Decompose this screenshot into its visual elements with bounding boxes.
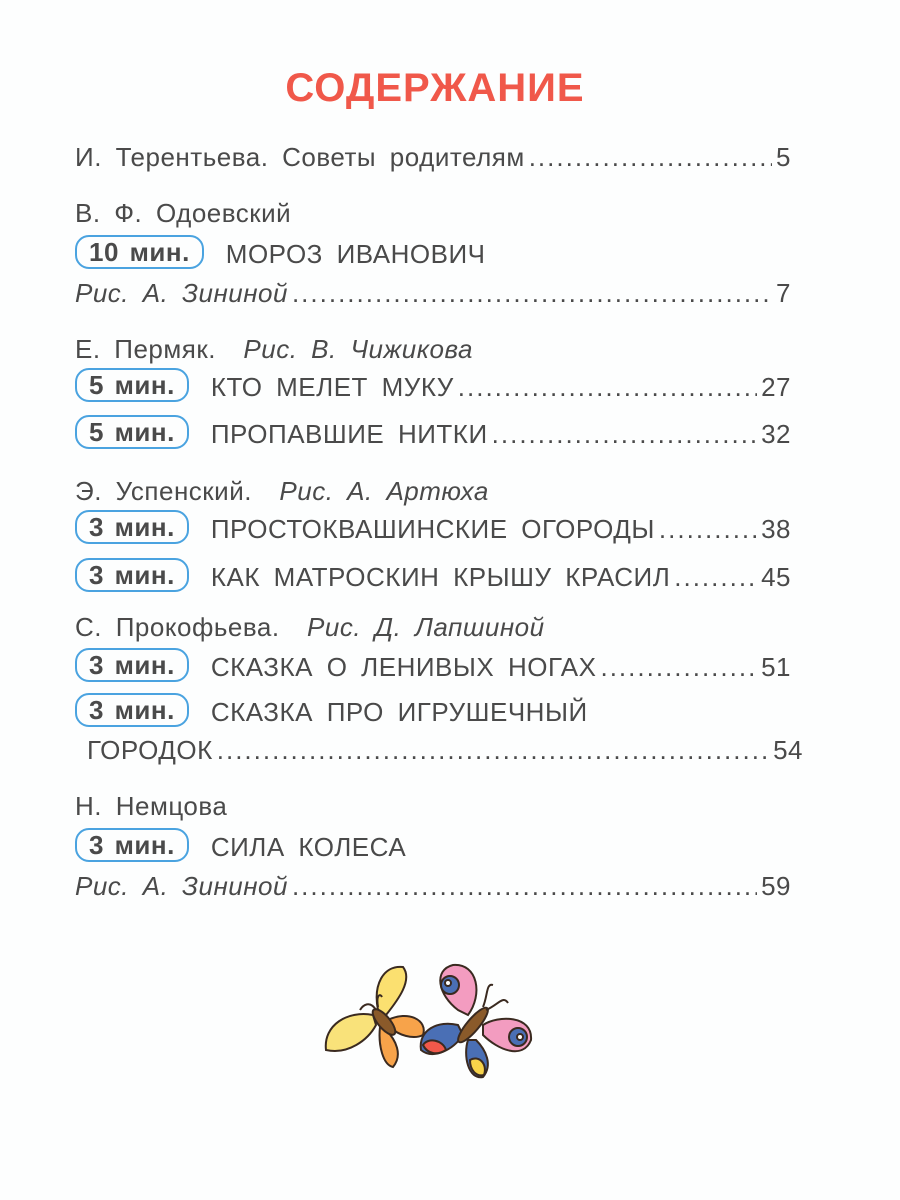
toc-entry[interactable] bbox=[75, 368, 791, 402]
entry-title: ПРОСТОКВАШИНСКИЕ ОГОРОДЫ bbox=[210, 514, 655, 544]
page-number: 7 bbox=[776, 278, 791, 308]
author-heading bbox=[75, 787, 791, 821]
reading-time-badge: 5 мин. bbox=[75, 415, 189, 449]
reading-time-badge: 5 мин. bbox=[75, 368, 189, 402]
author: В. Ф. Одоевский bbox=[75, 198, 292, 228]
illustrator: Рис. В. Чижикова bbox=[243, 334, 473, 364]
toc-entry-continuation[interactable] bbox=[75, 731, 803, 765]
toc-entry[interactable] bbox=[75, 415, 791, 449]
page-number: 32 bbox=[761, 419, 791, 449]
toc-entry[interactable] bbox=[75, 693, 791, 727]
reading-time-badge: 3 мин. bbox=[75, 648, 189, 682]
author: Э. Успенский. bbox=[75, 476, 252, 506]
author-heading bbox=[75, 472, 791, 506]
page-number: 59 bbox=[761, 871, 791, 901]
dot-leader bbox=[458, 372, 757, 402]
toc-entry[interactable] bbox=[75, 648, 791, 682]
reading-time-badge: 10 мин. bbox=[75, 235, 204, 269]
author-heading bbox=[75, 608, 791, 642]
reading-time-badge: 3 мин. bbox=[75, 693, 189, 727]
yellow-butterfly-icon bbox=[326, 967, 424, 1067]
entry-title: КАК МАТРОСКИН КРЫШУ КРАСИЛ bbox=[210, 562, 671, 592]
toc-entry[interactable] bbox=[75, 867, 791, 901]
reading-time-badge: 3 мин. bbox=[75, 510, 189, 544]
dot-leader bbox=[292, 278, 772, 308]
entry-title: СКАЗКА О ЛЕНИВЫХ НОГАХ bbox=[210, 652, 597, 682]
entry-title: СКАЗКА ПРО ИГРУШЕЧНЫЙ bbox=[210, 697, 588, 727]
illustrator: Рис. А. Зининой bbox=[75, 871, 288, 901]
entry-title: СИЛА КОЛЕСА bbox=[210, 832, 407, 862]
entry-title: МОРОЗ ИВАНОВИЧ bbox=[225, 239, 486, 269]
page-number: 5 bbox=[776, 142, 791, 172]
illustrator: Рис. Д. Лапшиной bbox=[307, 612, 545, 642]
pink-butterfly-icon bbox=[421, 965, 531, 1077]
illustrator: Рис. А. Артюха bbox=[279, 476, 489, 506]
toc-entry[interactable] bbox=[75, 510, 791, 544]
entry-title: ПРОПАВШИЕ НИТКИ bbox=[210, 419, 488, 449]
page-number: 27 bbox=[761, 372, 791, 402]
dot-leader bbox=[292, 871, 757, 901]
page-title: СОДЕРЖАНИЕ bbox=[285, 66, 585, 110]
illustrator: Рис. А. Зининой bbox=[75, 278, 288, 308]
toc-entry[interactable] bbox=[75, 138, 791, 172]
author: С. Прокофьева. bbox=[75, 612, 280, 642]
page-number: 54 bbox=[773, 735, 803, 765]
reading-time-badge: 3 мин. bbox=[75, 828, 189, 862]
toc-entry[interactable] bbox=[75, 558, 791, 592]
dot-leader bbox=[674, 562, 757, 592]
toc-entry[interactable] bbox=[75, 274, 791, 308]
butterflies-illustration bbox=[318, 955, 538, 1080]
author-heading bbox=[75, 330, 791, 364]
author: Е. Пермяк. bbox=[75, 334, 216, 364]
entry-title: И. Терентьева. Советы родителям bbox=[75, 142, 525, 172]
reading-time-badge: 3 мин. bbox=[75, 558, 189, 592]
entry-title: ГОРОДОК bbox=[87, 735, 213, 765]
dot-leader bbox=[492, 419, 757, 449]
page-number: 51 bbox=[761, 652, 791, 682]
page-number: 45 bbox=[761, 562, 791, 592]
page-number: 38 bbox=[761, 514, 791, 544]
author: Н. Немцова bbox=[75, 791, 228, 821]
toc-entry[interactable] bbox=[75, 828, 791, 862]
dot-leader bbox=[529, 142, 772, 172]
dot-leader bbox=[217, 735, 769, 765]
entry-title: КТО МЕЛЕТ МУКУ bbox=[210, 372, 454, 402]
author-heading bbox=[75, 194, 791, 228]
toc-entry[interactable] bbox=[75, 235, 791, 269]
dot-leader bbox=[659, 514, 757, 544]
dot-leader bbox=[600, 652, 757, 682]
